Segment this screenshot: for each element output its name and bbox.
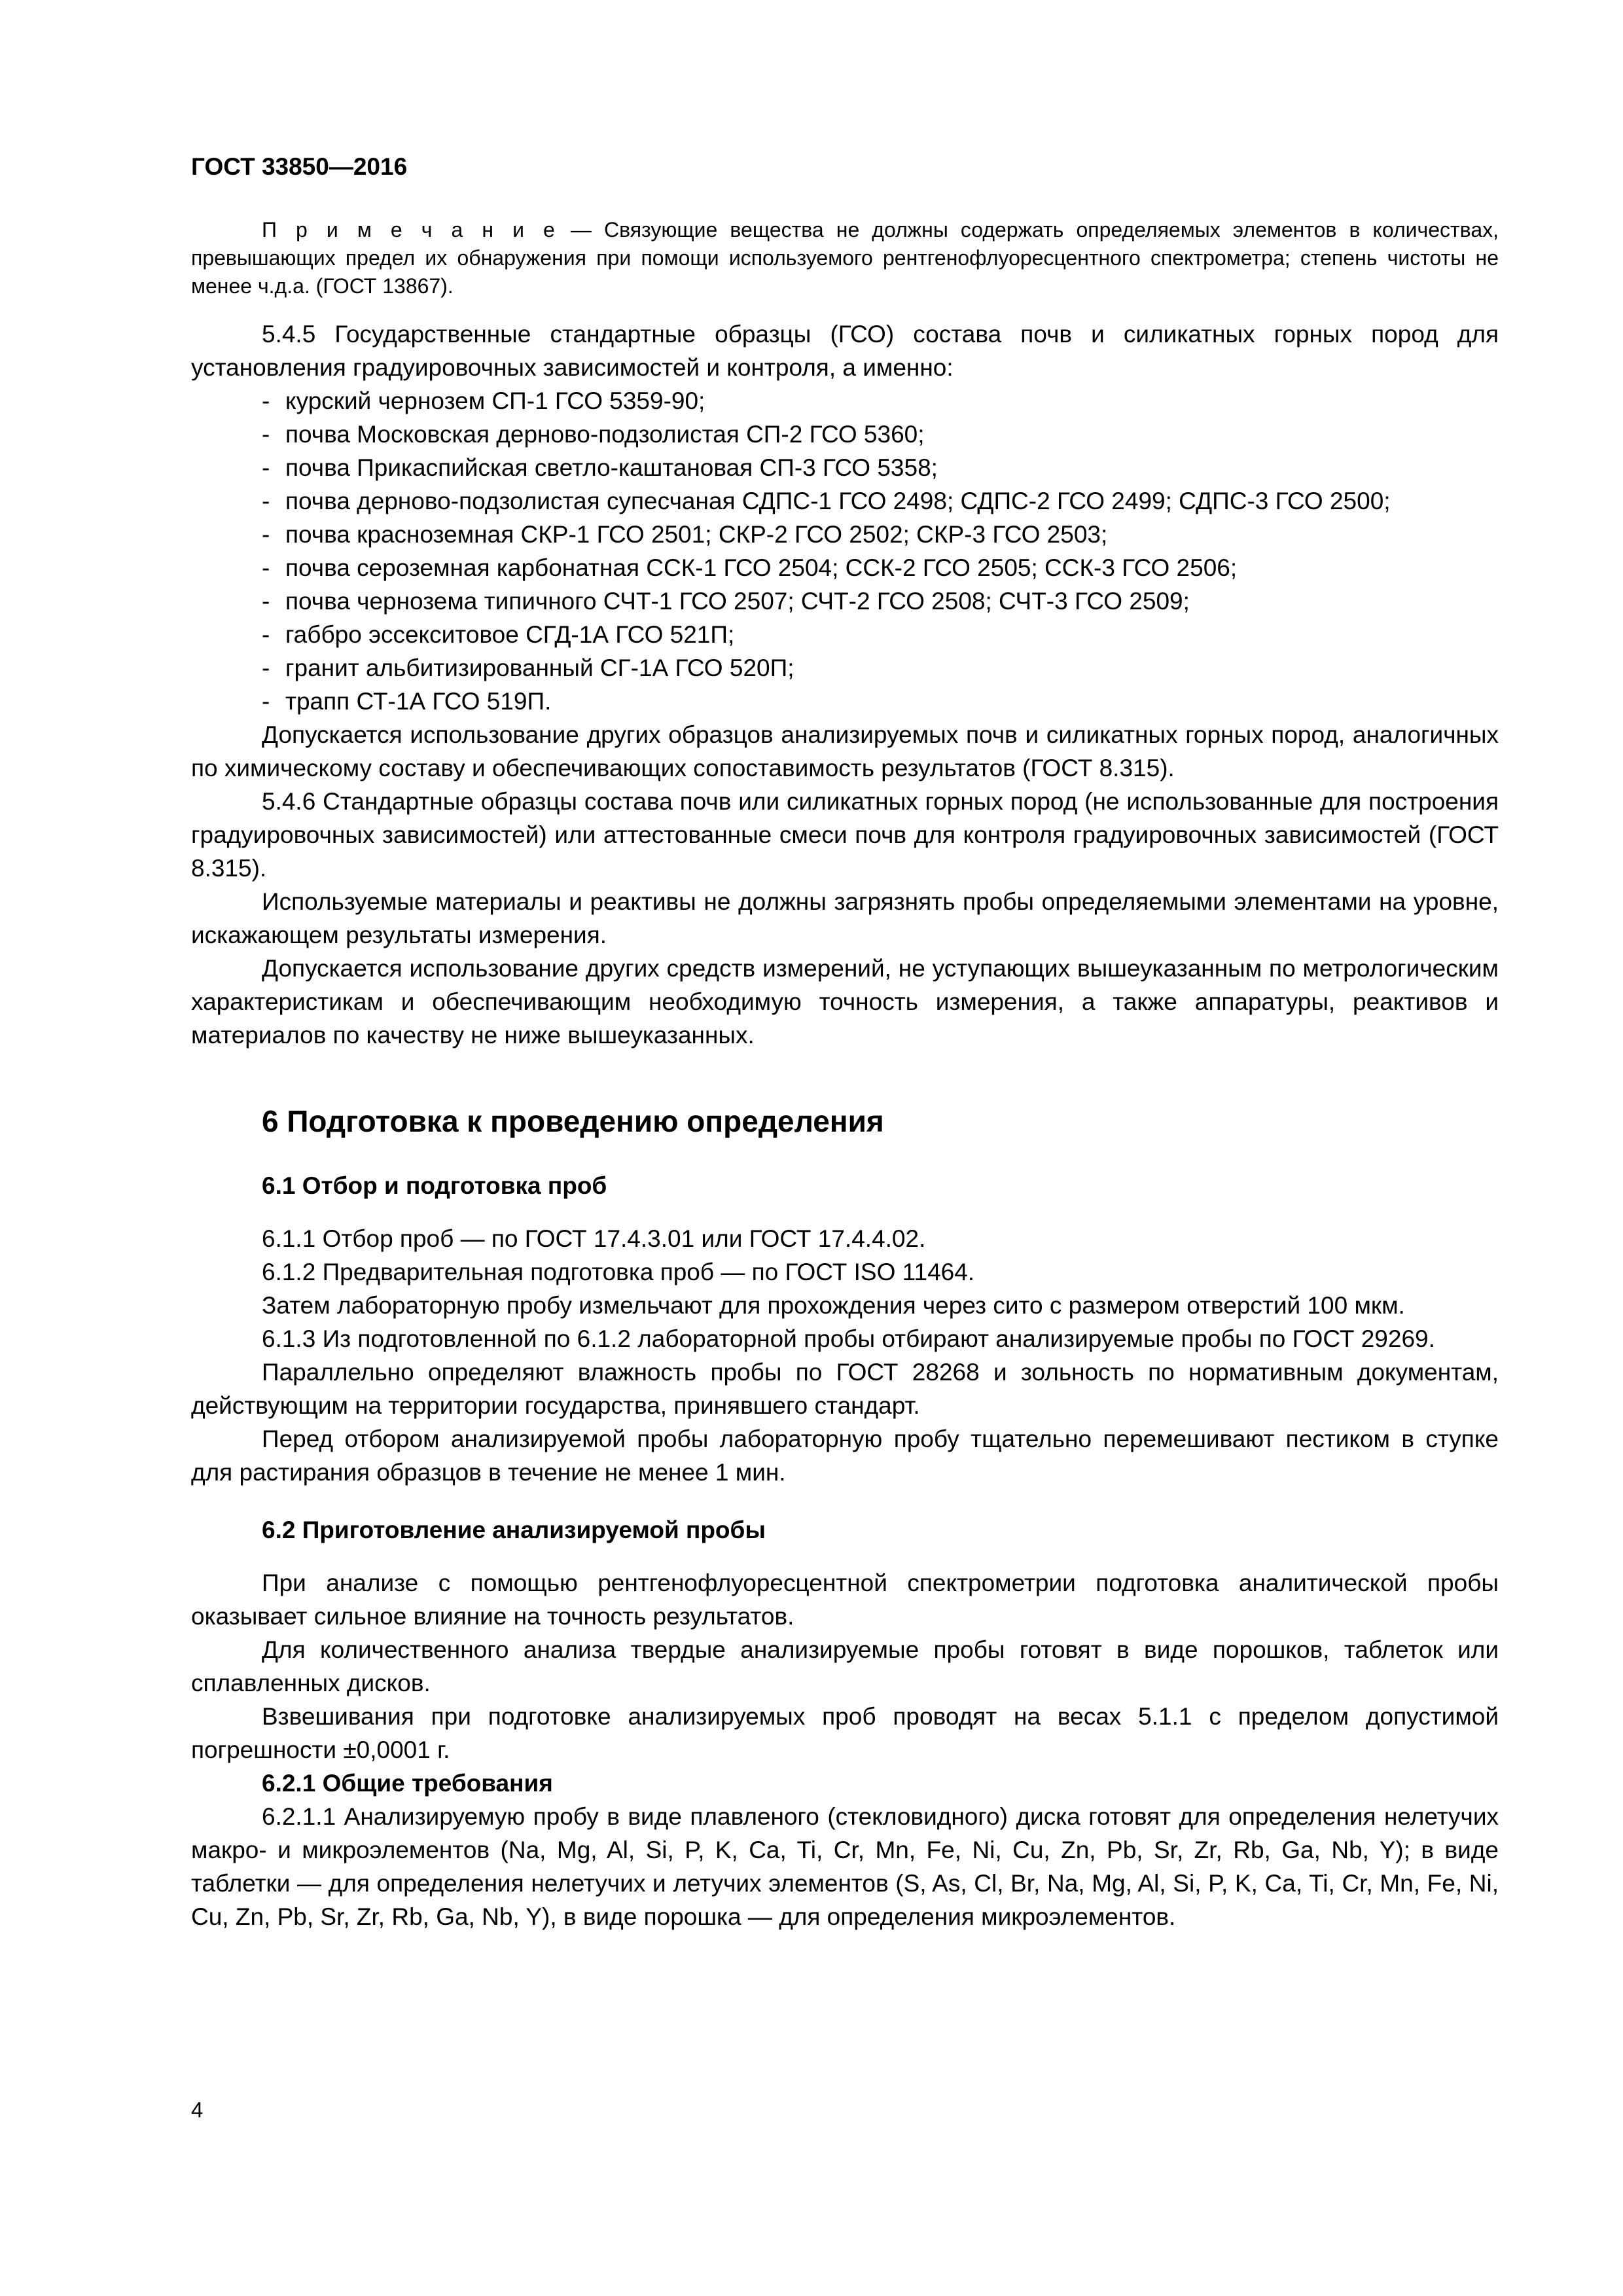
paragraph-weighing: Взвешивания при подготовке анализируемых проб проводят на весах 5.1.1 с пределом допустимой погрешности ±0,0001 г. bbox=[191, 1703, 1499, 1763]
subsection-6-2-1-title: 6.2.1 Общие требования bbox=[262, 1770, 553, 1797]
list-item: - почва сероземная карбонатная ССК-1 ГСО 2504; ССК-2 ГСО 2505; ССК-3 ГСО 2506; bbox=[262, 551, 1499, 584]
paragraph-mixing: Перед отбором анализируемой пробы лабораторную пробу тщательно перемешивают пестиком в ступке для растирания образцов в течение не менее 1 мин. bbox=[191, 1426, 1499, 1486]
clause-6-1-2: 6.1.2 Предварительная подготовка проб — по ГОСТ ISO 11464. bbox=[262, 1259, 975, 1285]
paragraph-allow-samples: Допускается использование других образцов анализируемых почв и силикатных горных пород, аналогичных по химическому составу и обеспечивающих сопоставимость результатов (ГОСТ 8.315). bbox=[191, 721, 1499, 781]
document-header: ГОСТ 33850—2016 bbox=[191, 153, 408, 180]
subsection-6-1-title: 6.1 Отбор и подготовка проб bbox=[262, 1172, 607, 1199]
list-item: - почва дерново-подзолистая супесчаная СДПС-1 ГСО 2498; СДПС-2 ГСО 2499; СДПС-3 ГСО 2500; bbox=[262, 484, 1499, 518]
paragraph-other-means: Допускается использование других средств измерений, не уступающих вышеуказанным по метрологическим характеристикам и обеспечивающим необходимую точность измерения, а также аппаратуры, реактивов и материалов по качеству не ниже вышеуказанных. bbox=[191, 955, 1499, 1049]
list-item: - трапп СТ-1А ГСО 519П. bbox=[262, 685, 1499, 718]
clause-5-4-6: 5.4.6 Стандартные образцы состава почв или силикатных горных пород (не использованные для построения градуировочных зависимостей) или аттестованные смеси почв для контроля градуировочных зависимостей (ГОСТ 8.315). bbox=[191, 788, 1499, 882]
clause-6-1-1: 6.1.1 Отбор проб — по ГОСТ 17.4.3.01 или ГОСТ 17.4.4.02. bbox=[262, 1225, 926, 1252]
clause-6-1-3: 6.1.3 Из подготовленной по 6.1.2 лабораторной пробы отбирают анализируемые пробы по ГОСТ 29269. bbox=[262, 1325, 1435, 1352]
note-label: П р и м е ч а н и е bbox=[262, 218, 558, 242]
list-item: - почва Московская дерново-подзолистая СП-2 ГСО 5360; bbox=[262, 418, 1499, 451]
page-number: 4 bbox=[191, 2098, 204, 2122]
list-item: - курский чернозем СП-1 ГСО 5359-90; bbox=[262, 384, 1499, 418]
subsection-6-2-title: 6.2 Приготовление анализируемой пробы bbox=[262, 1516, 766, 1543]
clause-6-2-1-1: 6.2.1.1 Анализируемую пробу в виде плавленого (стекловидного) диска готовят для определения нелетучих макро- и микроэлементов (Na, Mg, Al, Si, P, K, Ca, Ti, Cr, Mn, Fe, Ni, Cu, Zn, Pb, Sr, Zr, Rb, Ga, Nb, Y); в виде таблетки — для определения нелетучих и летучих элементов (S, As, Cl, Br, Na, Mg, Al, Si, P, K, Ca, Ti, Cr, Mn, Fe, Ni, Cu, Zn, Pb, Sr, Zr, Rb, Ga, Nb, Y), в виде порошка — для определения микроэлементов. bbox=[191, 1803, 1499, 1930]
section-6-title: 6 Подготовка к проведению определения bbox=[262, 1104, 884, 1138]
list-item: - почва чернозема типичного СЧТ-1 ГСО 2507; СЧТ-2 ГСО 2508; СЧТ-3 ГСО 2509; bbox=[262, 584, 1499, 618]
list-item: - габбро эссекситовое СГД-1А ГСО 521П; bbox=[262, 618, 1499, 651]
reference-samples-list bbox=[191, 384, 1499, 718]
clause-5-4-5: 5.4.5 Государственные стандартные образцы (ГСО) состава почв и силикатных горных пород для установления градуировочных зависимостей и контроля, а именно: bbox=[191, 321, 1499, 381]
list-item: - почва красноземная СКР-1 ГСО 2501; СКР-2 ГСО 2502; СКР-3 ГСО 2503; bbox=[262, 518, 1499, 551]
paragraph-materials: Используемые материалы и реактивы не должны загрязнять пробы определяемыми элементами на уровне, искажающем результаты измерения. bbox=[191, 888, 1499, 948]
paragraph-moisture: Параллельно определяют влажность пробы по ГОСТ 28268 и зольность по нормативным документам, действующим на территории государства, принявшего стандарт. bbox=[191, 1359, 1499, 1419]
note-text: — Связующие вещества не должны содержать определяемых элементов в количествах, превышающих предел их обнаружения при помощи используемого рентгенофлуоресцентного спектрометра; степень чистоты не менее ч.д.а. (ГОСТ 13867). bbox=[191, 218, 1499, 298]
paragraph-xrf-influence: При анализе с помощью рентгенофлуоресцентной спектрометрии подготовка аналитической пробы оказывает сильное влияние на точность результатов. bbox=[191, 1570, 1499, 1630]
paragraph-sieve: Затем лабораторную пробу измельчают для прохождения через сито с размером отверстий 100 мкм. bbox=[262, 1292, 1405, 1319]
document-page bbox=[191, 151, 1499, 1933]
list-item: - почва Прикаспийская светло-каштановая СП-3 ГСО 5358; bbox=[262, 451, 1499, 484]
note-paragraph bbox=[191, 216, 1499, 300]
list-item: - гранит альбитизированный СГ-1А ГСО 520П; bbox=[262, 651, 1499, 685]
paragraph-sample-forms: Для количественного анализа твердые анализируемые пробы готовят в виде порошков, таблеток или сплавленных дисков. bbox=[191, 1636, 1499, 1696]
